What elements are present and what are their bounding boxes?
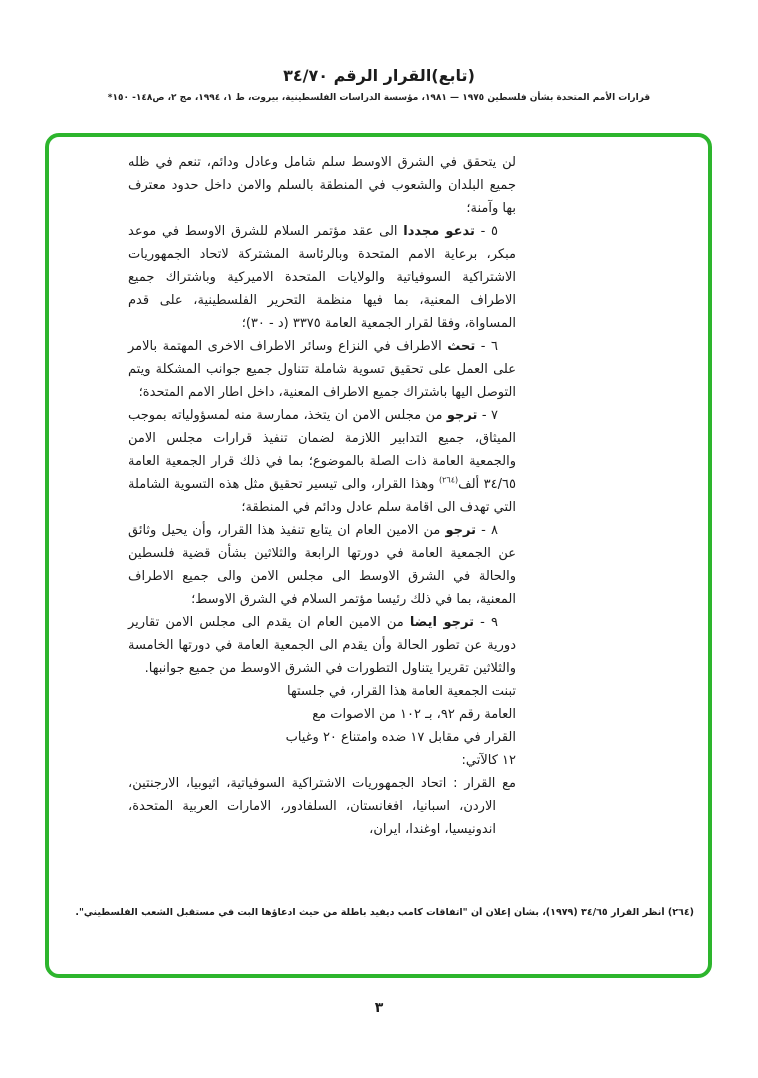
item-lead: ترجو <box>445 523 476 538</box>
item-lead: ترجو ايضا <box>409 615 474 630</box>
footnote-ref: (٢٦٤) <box>438 475 459 485</box>
item-number: ٩ - <box>474 615 498 630</box>
page-number: ٣ <box>374 1000 384 1016</box>
item-lead: ترجو <box>446 408 478 423</box>
vote-label: مع القرار : <box>446 776 517 791</box>
resolution-item-5 <box>128 220 516 335</box>
resolution-item-6 <box>128 335 516 404</box>
document-header <box>0 0 758 103</box>
item-text-continued: وهذا القرار، والى تيسير تحقيق مثل هذه التسوية الشاملة التي تهدف الى اقامة سلم عادل ودائم في المنطقة؛ <box>128 477 516 515</box>
item-number: ٨ - <box>476 523 498 538</box>
vote-for-list: اتحاد الجمهوريات الاشتراكية السوفياتية، اثيوبيا، الارجنتين، الاردن، اسبانيا، افغانستان، السلفادور، الامارات العربية المتحدة، اندونيسيا، اوغندا، ايران، <box>128 776 496 837</box>
item-lead: تحث <box>447 339 476 354</box>
highlight-box <box>45 133 712 978</box>
item-lead: تدعو مجددا <box>403 224 475 239</box>
resolution-item-8 <box>128 519 516 611</box>
adoption-note: تبنت الجمعية العامة هذا القرار، في جلستها العامة رقم ٩٢، بـ ١٠٢ من الاصوات مع القرار في مقابل ١٧ ضده وامتناع ٢٠ وغياب ١٢ كالآتي: <box>285 684 516 768</box>
resolution-item-9 <box>128 611 516 680</box>
vote-record <box>128 772 516 841</box>
source-citation: قرارات الأمم المتحدة بشأن فلسطين ١٩٧٥ — ١٩٨١، مؤسسة الدراسات الفلسطينية، بيروت، ط ١، ١٩٩٤، مج ٢، ص١٤٨- ١٥٠* <box>107 93 651 103</box>
item-text: الى عقد مؤتمر السلام للشرق الاوسط في موعد مبكر، برعاية الامم المتحدة وبالرئاسة المشتركة لاتحاد الجمهوريات الاشتراكية السوفياتية والولايات المتحدة الاميركية وباشتراك جميع الاطراف المعنية، بما فيها منظمة التحرير الفلسطينية، على قدم المساواة، وفقا لقرار الجمعية العامة ٣٣٧٥ (د - ٣٠)؛ <box>128 224 516 331</box>
footnote: (٢٦٤) أنظر القرار ٣٤/٦٥ (١٩٧٩)، بشأن إعلان أن "اتفاقات كامب ديفيد باطلة من حيث ادعاؤها البت في مستقبل الشعب الفلسطيني". <box>75 907 694 918</box>
resolution-title: (تابع)القرار الرقم ٣٤/٧٠ <box>283 66 475 85</box>
item-number: ٦ - <box>475 339 498 354</box>
paragraph-intro: لن يتحقق في الشرق الاوسط سلم شامل وعادل ودائم، تنعم في ظله جميع البلدان والشعوب في المنطقة بالسلم والامن داخل حدود معترف بها وآمنة؛ <box>128 155 516 216</box>
resolution-text-column <box>128 151 516 841</box>
item-text: الاطراف في النزاع وسائر الاطراف الاخرى المهتمة بالامر على العمل على تحقيق تسوية شاملة تتناول جميع جوانب المشكلة ويتم التوصل اليها باشتراك جميع الاطراف المعنية، داخل اطار الامم المتحدة؛ <box>128 339 516 400</box>
resolution-item-7 <box>128 404 516 519</box>
item-text: من مجلس الامن ان يتخذ، ممارسة منه لمسؤولياته بموجب الميثاق، جميع التدابير اللازمة لضمان تنفيذ قرارات مجلس الامن والجمعية العامة ذات الصلة بالموضوع؛ بما في ذلك قرار الجمعية العامة ٣٤/٦٥ ألف <box>128 408 516 492</box>
item-text: من الامين العام ان يتابع تنفيذ هذا القرار، وأن يحيل وثائق عن الجمعية العامة في دورتها الرابعة والثلاثين بشأن قضية فلسطين والحالة في الشرق الاوسط الى مجلس الامن والى جميع الاطراف المعنية، بما في ذلك رئيسا مؤتمر السلام في الشرق الاوسط؛ <box>128 523 516 607</box>
item-text: من الامين العام ان يقدم الى مجلس الامن تقارير دورية عن تطور الحالة وأن يقدم الى الجمعية العامة في دورتها الخامسة والثلاثين تقريرا يتناول التطورات في الشرق الاوسط من جميع جوانبها. <box>128 615 516 676</box>
item-number: ٥ - <box>474 224 498 239</box>
item-number: ٧ - <box>477 408 498 423</box>
